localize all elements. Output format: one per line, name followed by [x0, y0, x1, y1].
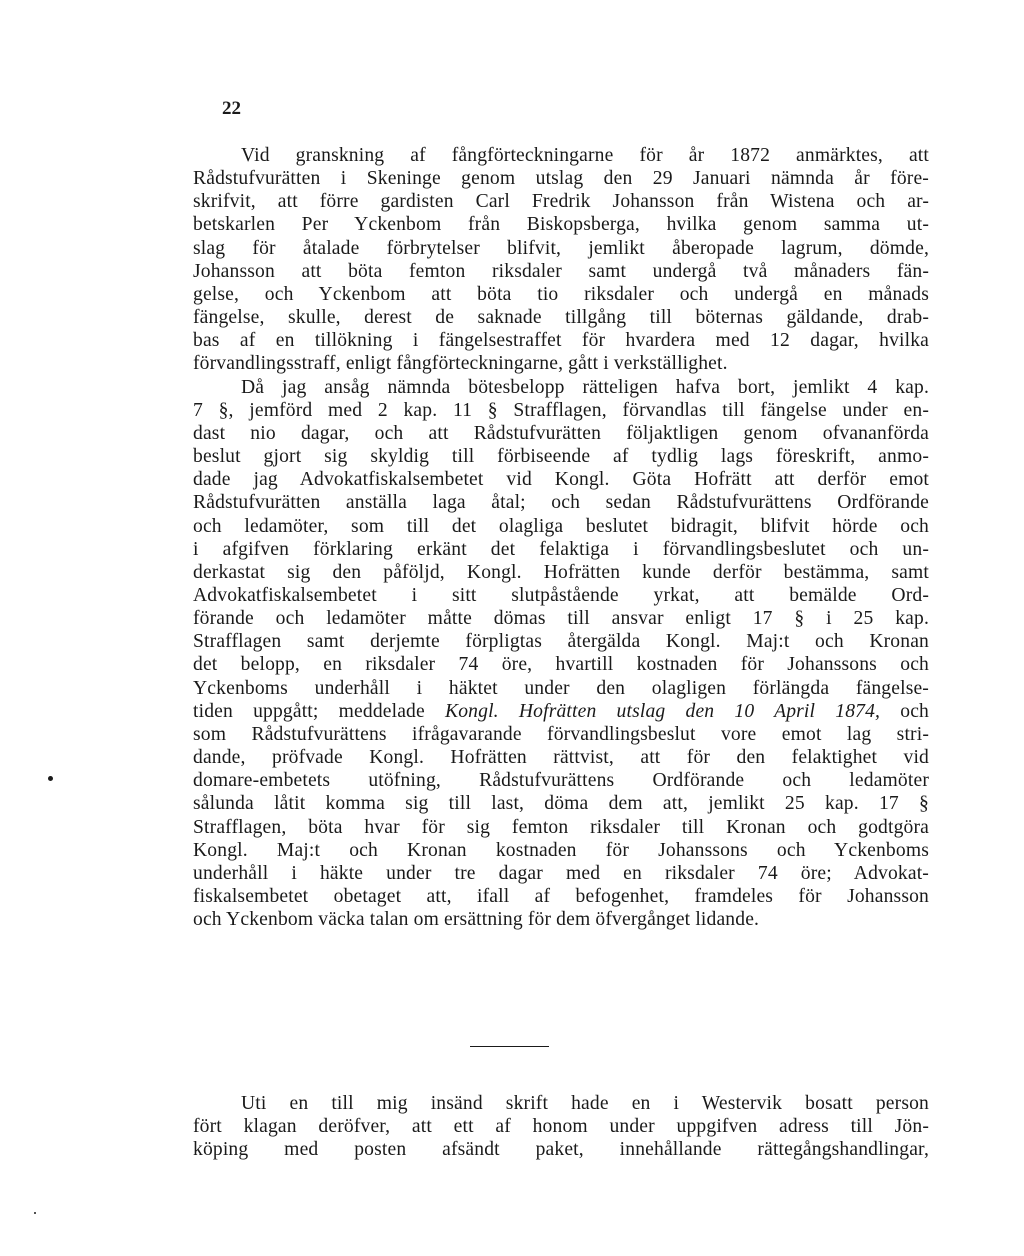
text-line: fört klagan deröfver, att ett af honom under uppgifven adress till Jön- [193, 1116, 929, 1138]
text-line: och ledamöter, som till det olagliga beslutet bidragit, blifvit hörde och [193, 515, 929, 537]
text-line: Strafflagen samt derjemte förpligtas återgälda Kongl. Maj:t och Kronan [193, 631, 929, 653]
text-line: Uti en till mig insänd skrift hade en i Westervik bosatt person [241, 1093, 929, 1114]
text-line: som Rådstufvurättens ifrågavarande förvandlingsbeslut vore emot lag stri- [193, 723, 929, 745]
text-line: beslut gjort sig skyldig till förbiseende af tydlig lags föreskrift, anmo- [193, 446, 929, 468]
text-line-with-citation [193, 700, 929, 723]
text-line: fiskalsembetet obetaget att, ifall af befogenhet, framdeles för Johansson [193, 886, 929, 907]
margin-speck [34, 1212, 36, 1214]
text-line: Yckenboms underhåll i häktet under den olagligen förlängda fängelse- [193, 677, 929, 699]
text-line: slag för åtalade förbrytelser blifvit, jemlikt åberopade lagrum, dömde, [193, 237, 929, 259]
text-line: domare-embetets utöfning, Rådstufvurättens Ordförande och ledamöter [193, 770, 929, 792]
text-line: och Yckenbom väcka talan om ersättning för dem öfvergånget lidande. [193, 909, 760, 931]
text-line: dade jag Advokatfiskalsembetet vid Kongl. Göta Hofrätt att derför emot [193, 469, 929, 491]
text-segment: och [880, 700, 929, 722]
text-line: förvandlingsstraff, enligt fångförteckningarne, gått i verkställighet. [193, 353, 728, 375]
text-line: Då jag ansåg nämnda bötesbelopp rätteligen hafva bort, jemlikt 4 kap. [241, 376, 929, 398]
text-segment: tiden uppgått; meddelade [193, 700, 425, 722]
text-line: köping med posten afsändt paket, innehållande rättegångshandlingar, [193, 1139, 929, 1161]
text-line: förande och ledamöter måtte dömas till ansvar enligt 17 § i 25 kap. [193, 608, 929, 630]
text-line: bas af en tillökning i fängelsestraffet för hvardera med 12 dagar, hvilka [193, 330, 929, 352]
paragraph-1 [193, 144, 929, 931]
text-line: Rådstufvurätten i Skeninge genom utslag den 29 Januari nämnda år före- [193, 168, 929, 190]
text-line: det belopp, en riksdaler 74 öre, hvartill kostnaden för Johanssons och [193, 654, 929, 676]
text-line: Kongl. Maj:t och Kronan kostnaden för Johanssons och Yckenboms [193, 839, 929, 861]
text-line: derkastat sig den påföljd, Kongl. Hofrätten kunde derför bestämma, samt [193, 561, 929, 583]
text-line: Strafflagen, böta hvar för sig femton riksdaler till Kronan och godtgöra [193, 816, 929, 838]
page-number: 22 [222, 98, 241, 119]
text-line: Rådstufvurätten anställa laga åtal; och sedan Rådstufvurättens Ordförande [193, 492, 929, 514]
text-line: skrifvit, att förre gardisten Carl Fredrik Johansson från Wistena och ar- [193, 191, 929, 213]
margin-speck [48, 776, 53, 781]
paragraph-2 [193, 1092, 929, 1161]
text-line: dast nio dagar, och att Rådstufvurätten följaktligen genom ofvananförda [193, 422, 929, 444]
text-line: underhåll i häkte under tre dagar med en riksdaler 74 öre; Advokat- [193, 862, 929, 884]
text-line: Advokatfiskalsembetet i sitt slutpåstående yrkat, att bemälde Ord- [193, 584, 929, 606]
text-line: sålunda låtit komma sig till last, döma dem att, jemlikt 25 kap. 17 § [193, 793, 929, 815]
section-divider [470, 1046, 549, 1047]
court-citation: Kongl. Hofrätten utslag den 10 April 1874, [445, 700, 881, 722]
text-line: fängelse, skulle, derest de saknade tillgång till böternas gäldande, drab- [193, 307, 929, 329]
text-line: 7 §, jemförd med 2 kap. 11 § Strafflagen, förvandlas till fängelse under en- [193, 399, 929, 421]
text-line: gelse, och Yckenbom att böta tio riksdaler och undergå en månads [193, 283, 929, 305]
text-line: betskarlen Per Yckenbom från Biskopsberga, hvilka genom samma ut- [193, 214, 929, 236]
text-line: i afgifven förklaring erkänt det felaktiga i förvandlingsbeslutet och un- [193, 538, 929, 560]
text-line: dande, pröfvade Kongl. Hofrätten rättvist, att för den felaktighet vid [193, 747, 929, 769]
text-line: Vid granskning af fångförteckningarne för år 1872 anmärktes, att [241, 145, 929, 166]
text-line: Johansson att böta femton riksdaler samt undergå två månaders fän- [193, 260, 929, 282]
